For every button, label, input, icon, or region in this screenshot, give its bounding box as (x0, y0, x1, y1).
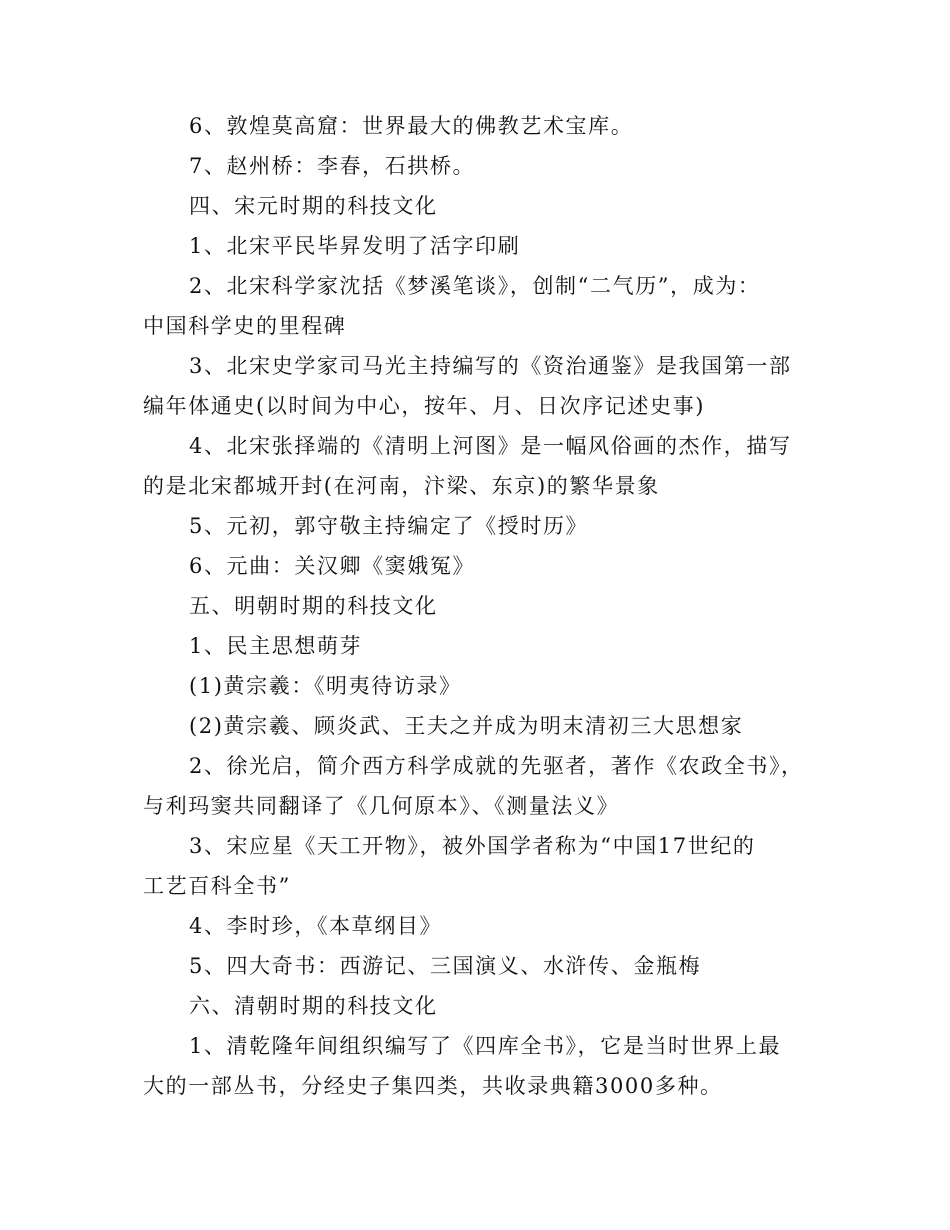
text-line-19: 3、宋应星《天工开物》，被外国学者称为“中国17世纪的 (189, 834, 756, 858)
text-line-5: 2、北宋科学家沈括《梦溪笔谈》，创制“二气历”，成为： (189, 274, 761, 298)
section-heading-ming: 五、明朝时期的科技文化 (189, 594, 438, 618)
section-heading-song-yuan: 四、宋元时期的科技文化 (189, 194, 438, 218)
text-line-25: 大的一部丛书，分经史子集四类，共收录典籍3000多种。 (143, 1074, 723, 1098)
text-line-9: 4、北宋张择端的《清明上河图》是一幅风俗画的杰作，描写 (189, 434, 792, 458)
document-body (143, 106, 813, 1106)
text-line-17: 2、徐光启，简介西方科学成就的先驱者，著作《农政全书》， (189, 754, 804, 778)
section-heading-qing: 六、清朝时期的科技文化 (189, 994, 438, 1018)
text-line-14: 1、民主思想萌芽 (189, 634, 363, 658)
text-line-4: 1、北宋平民毕昇发明了活字印刷 (189, 234, 521, 258)
text-line-7: 3、北宋史学家司马光主持编写的《资治通鉴》是我国第一部 (189, 354, 792, 378)
text-line-22: 5、四大奇书：西游记、三国演义、水浒传、金瓶梅 (189, 954, 702, 978)
text-line-10: 的是北宋都城开封(在河南，汴梁、东京)的繁华景象 (143, 474, 660, 498)
text-line-18: 与利玛窦共同翻译了《几何原本》、《测量法义》 (143, 794, 620, 818)
text-line-21: 4、李时珍，《本草纲目》 (189, 914, 443, 938)
text-line-24: 1、清乾隆年间组织编写了《四库全书》，它是当时世界上最 (189, 1034, 782, 1058)
text-line-16: (2)黄宗羲、顾炎武、王夫之并成为明末清初三大思想家 (189, 714, 744, 738)
text-line-1: 6、敦煌莫高窟：世界最大的佛教艺术宝库。 (189, 114, 634, 138)
text-line-2: 7、赵州桥：李春，石拱桥。 (189, 154, 476, 178)
text-line-12: 6、元曲：关汉卿《窦娥冤》 (189, 554, 476, 578)
text-line-8: 编年体通史(以时间为中心，按年、月、日次序记述史事) (143, 394, 705, 418)
text-line-15: (1)黄宗羲：《明夷待访录》 (189, 674, 462, 698)
text-line-6: 中国科学史的里程碑 (143, 314, 347, 338)
text-line-11: 5、元初，郭守敬主持编定了《授时历》 (189, 514, 589, 538)
text-line-20: 工艺百科全书” (143, 874, 291, 898)
